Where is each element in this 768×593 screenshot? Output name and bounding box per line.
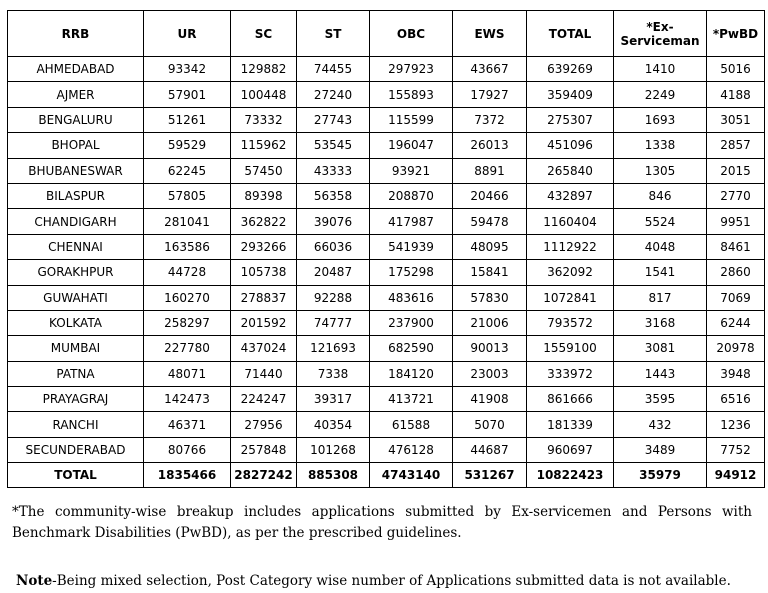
cell-sc: 257848 — [231, 437, 297, 462]
cell-rrb: CHENNAI — [8, 234, 144, 259]
cell-ur: 51261 — [144, 107, 231, 132]
cell-total: 362092 — [527, 260, 614, 285]
cell-total: 1559100 — [527, 336, 614, 361]
cell-st: 7338 — [297, 361, 370, 386]
cell-st: 92288 — [297, 285, 370, 310]
table-row — [8, 361, 765, 386]
header-ur: UR — [144, 11, 231, 57]
cell-obc: 297923 — [370, 57, 453, 82]
total-ur: 1835466 — [144, 463, 231, 488]
cell-pwbd: 1236 — [707, 412, 765, 437]
cell-st: 121693 — [297, 336, 370, 361]
cell-sc: 129882 — [231, 57, 297, 82]
cell-ur: 160270 — [144, 285, 231, 310]
applications-table — [7, 10, 765, 488]
cell-total: 861666 — [527, 387, 614, 412]
total-pwbd: 94912 — [707, 463, 765, 488]
cell-pwbd: 2770 — [707, 183, 765, 208]
cell-st: 74455 — [297, 57, 370, 82]
cell-st: 40354 — [297, 412, 370, 437]
cell-rrb: GUWAHATI — [8, 285, 144, 310]
table-row — [8, 133, 765, 158]
cell-obc: 184120 — [370, 361, 453, 386]
header-ex-serviceman: *Ex-Serviceman — [614, 11, 707, 57]
cell-st: 66036 — [297, 234, 370, 259]
header-sc: SC — [231, 11, 297, 57]
cell-sc: 362822 — [231, 209, 297, 234]
cell-sc: 73332 — [231, 107, 297, 132]
table-row — [8, 209, 765, 234]
cell-ur: 142473 — [144, 387, 231, 412]
cell-st: 53545 — [297, 133, 370, 158]
cell-st: 39076 — [297, 209, 370, 234]
table-row — [8, 285, 765, 310]
cell-sc: 224247 — [231, 387, 297, 412]
cell-ur: 93342 — [144, 57, 231, 82]
cell-ur: 57901 — [144, 82, 231, 107]
cell-ex-serviceman: 2249 — [614, 82, 707, 107]
table-row — [8, 336, 765, 361]
cell-obc: 413721 — [370, 387, 453, 412]
cell-obc: 483616 — [370, 285, 453, 310]
table-row — [8, 412, 765, 437]
cell-ews: 48095 — [453, 234, 527, 259]
cell-ur: 44728 — [144, 260, 231, 285]
table-row — [8, 387, 765, 412]
cell-obc: 93921 — [370, 158, 453, 183]
cell-ex-serviceman: 432 — [614, 412, 707, 437]
cell-total: 275307 — [527, 107, 614, 132]
cell-st: 27743 — [297, 107, 370, 132]
cell-st: 39317 — [297, 387, 370, 412]
cell-total: 1160404 — [527, 209, 614, 234]
cell-rrb: GORAKHPUR — [8, 260, 144, 285]
cell-obc: 237900 — [370, 310, 453, 335]
cell-sc: 27956 — [231, 412, 297, 437]
cell-total: 1072841 — [527, 285, 614, 310]
cell-ews: 26013 — [453, 133, 527, 158]
cell-ur: 258297 — [144, 310, 231, 335]
cell-ex-serviceman: 817 — [614, 285, 707, 310]
header-total: TOTAL — [527, 11, 614, 57]
cell-sc: 105738 — [231, 260, 297, 285]
cell-rrb: SECUNDERABAD — [8, 437, 144, 462]
cell-ews: 57830 — [453, 285, 527, 310]
cell-ews: 90013 — [453, 336, 527, 361]
cell-ur: 163586 — [144, 234, 231, 259]
cell-pwbd: 20978 — [707, 336, 765, 361]
cell-st: 20487 — [297, 260, 370, 285]
cell-st: 101268 — [297, 437, 370, 462]
cell-ews: 41908 — [453, 387, 527, 412]
cell-ews: 8891 — [453, 158, 527, 183]
cell-ex-serviceman: 1541 — [614, 260, 707, 285]
cell-sc: 89398 — [231, 183, 297, 208]
cell-sc: 278837 — [231, 285, 297, 310]
cell-st: 43333 — [297, 158, 370, 183]
cell-sc: 71440 — [231, 361, 297, 386]
cell-sc: 437024 — [231, 336, 297, 361]
cell-ur: 80766 — [144, 437, 231, 462]
table-row — [8, 158, 765, 183]
cell-ur: 281041 — [144, 209, 231, 234]
cell-rrb: BHUBANESWAR — [8, 158, 144, 183]
cell-ex-serviceman: 1443 — [614, 361, 707, 386]
cell-obc: 541939 — [370, 234, 453, 259]
table-row — [8, 260, 765, 285]
total-obc: 4743140 — [370, 463, 453, 488]
cell-rrb: AHMEDABAD — [8, 57, 144, 82]
cell-total: 333972 — [527, 361, 614, 386]
cell-total: 1112922 — [527, 234, 614, 259]
cell-ur: 227780 — [144, 336, 231, 361]
table-row — [8, 234, 765, 259]
header-row — [8, 11, 765, 57]
cell-ex-serviceman: 1305 — [614, 158, 707, 183]
cell-sc: 100448 — [231, 82, 297, 107]
cell-ex-serviceman: 846 — [614, 183, 707, 208]
cell-st: 27240 — [297, 82, 370, 107]
cell-ur: 46371 — [144, 412, 231, 437]
cell-pwbd: 2860 — [707, 260, 765, 285]
cell-rrb: MUMBAI — [8, 336, 144, 361]
cell-obc: 175298 — [370, 260, 453, 285]
cell-ur: 48071 — [144, 361, 231, 386]
cell-ur: 57805 — [144, 183, 231, 208]
cell-ur: 62245 — [144, 158, 231, 183]
cell-total: 181339 — [527, 412, 614, 437]
header-ews: EWS — [453, 11, 527, 57]
cell-pwbd: 6244 — [707, 310, 765, 335]
table-row — [8, 57, 765, 82]
cell-ews: 23003 — [453, 361, 527, 386]
total-row — [8, 463, 765, 488]
table-row — [8, 82, 765, 107]
cell-pwbd: 2015 — [707, 158, 765, 183]
cell-ex-serviceman: 1693 — [614, 107, 707, 132]
cell-obc: 115599 — [370, 107, 453, 132]
total-st: 885308 — [297, 463, 370, 488]
cell-st: 74777 — [297, 310, 370, 335]
note-label: Note — [16, 573, 53, 589]
cell-pwbd: 7752 — [707, 437, 765, 462]
cell-pwbd: 6516 — [707, 387, 765, 412]
cell-ex-serviceman: 3081 — [614, 336, 707, 361]
cell-rrb: KOLKATA — [8, 310, 144, 335]
header-st: ST — [297, 11, 370, 57]
cell-total: 432897 — [527, 183, 614, 208]
cell-ews: 21006 — [453, 310, 527, 335]
cell-sc: 293266 — [231, 234, 297, 259]
cell-obc: 61588 — [370, 412, 453, 437]
cell-ews: 7372 — [453, 107, 527, 132]
cell-rrb: PATNA — [8, 361, 144, 386]
cell-pwbd: 3948 — [707, 361, 765, 386]
cell-total: 451096 — [527, 133, 614, 158]
cell-ex-serviceman: 4048 — [614, 234, 707, 259]
cell-total: 359409 — [527, 82, 614, 107]
footnote: *The community-wise breakup includes applications submitted by Ex-servicemen and Persons with Benchmark Disabilities (PwBD), as per the prescribed guidelines. — [12, 504, 752, 541]
note-text: -Being mixed selection, Post Category wise number of Applications submitted data is not available. — [52, 573, 731, 589]
cell-rrb: BHOPAL — [8, 133, 144, 158]
header-rrb: RRB — [8, 11, 144, 57]
cell-total: 960697 — [527, 437, 614, 462]
cell-rrb: CHANDIGARH — [8, 209, 144, 234]
table-row — [8, 310, 765, 335]
cell-pwbd: 5016 — [707, 57, 765, 82]
cell-ex-serviceman: 1338 — [614, 133, 707, 158]
cell-ews: 20466 — [453, 183, 527, 208]
cell-rrb: AJMER — [8, 82, 144, 107]
cell-pwbd: 9951 — [707, 209, 765, 234]
total-label: TOTAL — [8, 463, 144, 488]
cell-sc: 201592 — [231, 310, 297, 335]
cell-rrb: BENGALURU — [8, 107, 144, 132]
cell-pwbd: 4188 — [707, 82, 765, 107]
cell-ex-serviceman: 3489 — [614, 437, 707, 462]
cell-pwbd: 2857 — [707, 133, 765, 158]
cell-total: 265840 — [527, 158, 614, 183]
cell-ews: 59478 — [453, 209, 527, 234]
cell-ex-serviceman: 3595 — [614, 387, 707, 412]
cell-ex-serviceman: 1410 — [614, 57, 707, 82]
table-row — [8, 183, 765, 208]
cell-obc: 155893 — [370, 82, 453, 107]
header-obc: OBC — [370, 11, 453, 57]
total-sc: 2827242 — [231, 463, 297, 488]
cell-st: 56358 — [297, 183, 370, 208]
cell-rrb: PRAYAGRAJ — [8, 387, 144, 412]
cell-ex-serviceman: 3168 — [614, 310, 707, 335]
cell-ex-serviceman: 5524 — [614, 209, 707, 234]
total-ews: 531267 — [453, 463, 527, 488]
cell-ews: 44687 — [453, 437, 527, 462]
cell-pwbd: 7069 — [707, 285, 765, 310]
cell-ews: 15841 — [453, 260, 527, 285]
cell-obc: 417987 — [370, 209, 453, 234]
header-pwbd: *PwBD — [707, 11, 765, 57]
cell-rrb: RANCHI — [8, 412, 144, 437]
table-row — [8, 107, 765, 132]
note — [16, 572, 731, 590]
total-ex-serviceman: 35979 — [614, 463, 707, 488]
cell-obc: 196047 — [370, 133, 453, 158]
cell-pwbd: 3051 — [707, 107, 765, 132]
cell-obc: 208870 — [370, 183, 453, 208]
cell-obc: 682590 — [370, 336, 453, 361]
cell-ews: 43667 — [453, 57, 527, 82]
table-row — [8, 437, 765, 462]
cell-total: 793572 — [527, 310, 614, 335]
cell-pwbd: 8461 — [707, 234, 765, 259]
cell-sc: 57450 — [231, 158, 297, 183]
cell-sc: 115962 — [231, 133, 297, 158]
cell-total: 639269 — [527, 57, 614, 82]
cell-ur: 59529 — [144, 133, 231, 158]
cell-ews: 17927 — [453, 82, 527, 107]
cell-ews: 5070 — [453, 412, 527, 437]
cell-rrb: BILASPUR — [8, 183, 144, 208]
total-total: 10822423 — [527, 463, 614, 488]
cell-obc: 476128 — [370, 437, 453, 462]
